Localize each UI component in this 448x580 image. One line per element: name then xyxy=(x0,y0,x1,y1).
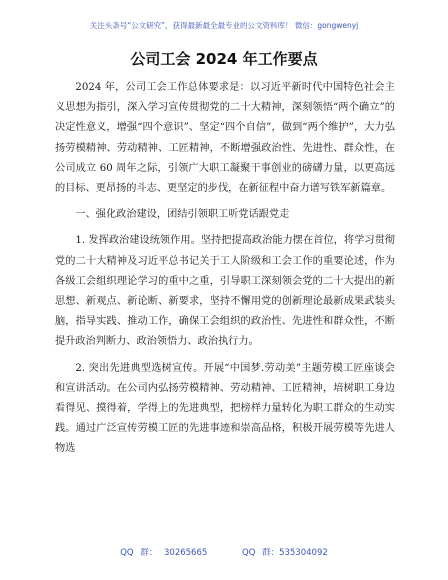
body-paragraph: 1. 发挥政治建设统领作用。坚持把提高政治能力摆在首位，将学习贯彻党的二十大精神及习近平总书记关于工人阶级和工会工作的重要论述，作为各级工会组织理论学习的重中之重，引导职工深刻领会党的二十大提出的新思想、新观点、新论断、新要求，坚持不懈用党的创新理论最新成果武装头脑，指导实践、推动工作，确保工会组织的政治性、先进性和群众性，不断提升政治判断力、政治领悟力、政治执行力。 xyxy=(55,235,395,348)
footer xyxy=(0,546,448,558)
document-title: 公司工会 2024 年工作要点 xyxy=(130,50,318,68)
footer-qq-group-2: QQ 群：535304092 xyxy=(242,548,328,558)
section-heading: 一、强化政治建设，团结引领职工听党话跟党走 xyxy=(75,209,290,221)
body-paragraph: 2. 突出先进典型选树宣传。开展“中国梦.劳动美”主题劳模工匠座谈会和宣讲活动。在公司内弘扬劳模精神、劳动精神、工匠精神，培树职工身边看得见、摸得着，学得上的先进典型，把榜样力量转化为职工群众的生动实践。通过广泛宣传劳模工匠的先进事迹和崇高品格，积极开展劳模等先进人物选 xyxy=(55,362,395,455)
document-body xyxy=(55,78,395,460)
footer-qq-group-1: QQ 群： 30265665 xyxy=(120,548,208,558)
intro-paragraph: 2024 年，公司工会工作总体要求是：以习近平新时代中国特色社会主义思想为指引，深入学习宣传贯彻党的二十大精神，深刻领悟“两个确立”的决定性意义，增强“四个意识”、坚定“四个自信”，做到“两个维护”，大力弘扬劳模精神、劳动精神、工匠精神，不断增强政治性、先进性、群众性，在公司成立 60 周年之际，引领广大职工凝聚干事创业的磅礴力量，以更高远的目标、更昂扬的斗志、更坚定的步伐，在新征程中奋力谱写铁军新篇章。 xyxy=(55,82,395,195)
header-banner: 关注头条号“公文研究”，获得最新最全最专业的公文资料库！ 微信：gongwenyj xyxy=(89,21,359,30)
